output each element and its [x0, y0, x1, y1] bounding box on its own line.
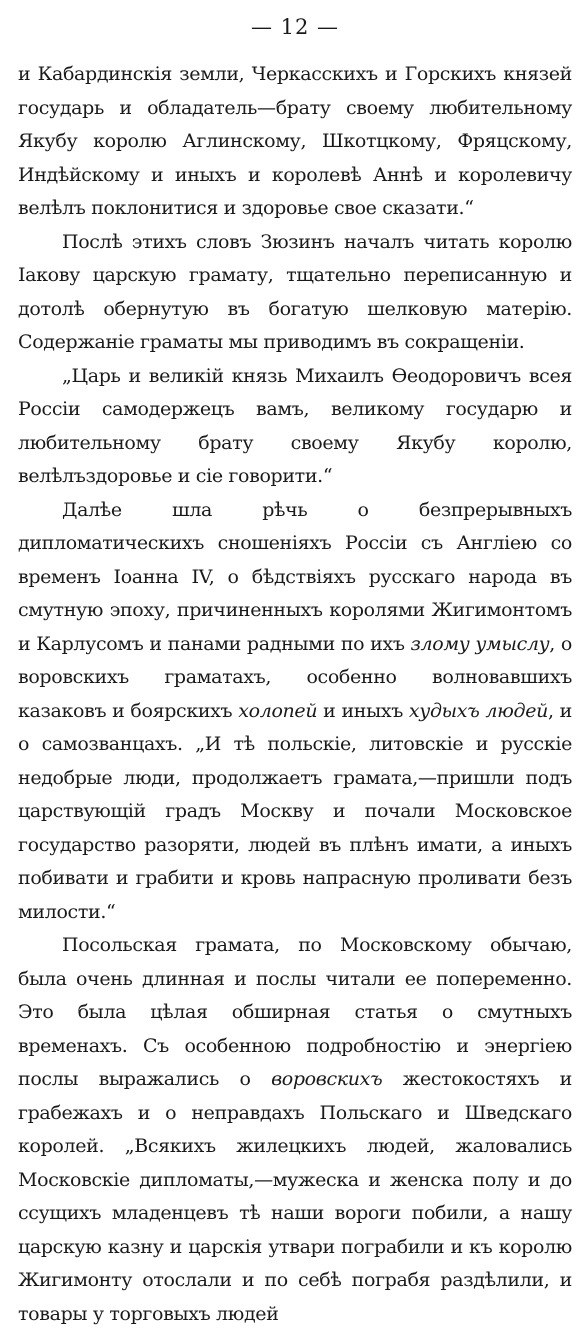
paragraph-3 [18, 360, 572, 494]
paragraph-5 [18, 929, 572, 1331]
paragraph-1 [18, 58, 572, 226]
italic-phrase: холопей [238, 699, 318, 722]
italic-phrase: злому умыслу [410, 632, 550, 655]
text-segment: жестокостяхъ и грабежахъ и о неправдахъ Польскаго и Шведскаго королей. „Всякихъ жилецкихъ людей, жаловались Московскіе дипломаты,—мужеска и женска полу и до ссущихъ младенцевъ тѣ наши вороги побили, а нашу царскую казну и царскія утвари пограбили и къ королю Жигимонту отослали и по себѣ пограбя раздѣлили, и товары у торговыхъ людей [18, 1068, 572, 1325]
paragraph-4 [18, 494, 572, 930]
page-number: — 12 — [250, 15, 340, 39]
text-segment: , и о самозванцахъ. „И тѣ польскіе, литовскіе и русскіе недобрые люди, продолжаетъ грамата,—пришли подъ царствующій градъ Москву и почали Московское государство разоряти, людей въ плѣнъ имати, а иныхъ побивати и грабити и кровь напрасную проливати безъ милости.“ [18, 699, 572, 923]
paragraph-2 [18, 226, 572, 360]
text-segment: Посольская грамата, по Московскому обычаю, была очень длинная и послы читали ее попеременно. Это была цѣлая обширная статья о смутныхъ временахъ. Съ особенною подробностію и энергіею послы выражались о [18, 934, 572, 1090]
text-segment: Послѣ этихъ словъ Зюзинъ началъ читать королю Іакову царскую грамату, тщательно переписанную и дотолѣ обернутую въ богатую шелковую матерію. Содержаніе граматы мы приводимъ въ сокращеніи. [18, 230, 572, 353]
text-segment: и иныхъ [317, 699, 409, 722]
text-segment: Далѣе шла рѣчь о безпрерывныхъ дипломатическихъ сношеніяхъ Россіи съ Англіею со временъ Іоанна IV, о бѣдствіяхъ русскаго народа въ смутную эпоху, причиненныхъ королями Жигимонтомъ и Карлусомъ и панами радными по ихъ [18, 498, 572, 655]
text-segment: „Царь и великій князь Михаилъ Ѳеодоровичъ всея Россіи самодержецъ вамъ, великому государю и любительному брату своему Якубу королю, велѣлъздоровье и сіе говорити.“ [18, 364, 572, 487]
italic-phrase: воровскихъ [271, 1068, 383, 1090]
text-segment: и Кабардинскія земли, Черкасскихъ и Горскихъ князей государь и обладатель—брату своему любительному Якубу королю Аглинскому, Шкотцкому, Фряцскому, Индѣйскому и иныхъ и королевѣ Аннѣ и королевичу велѣлъ поклонитися и здоровье свое сказати.“ [18, 63, 572, 219]
text-segment: , о воровскихъ граматахъ, особенно волновавшихъ казаковъ и боярскихъ [18, 632, 573, 722]
body-text [18, 58, 572, 1331]
italic-phrase: худыхъ людей [408, 699, 549, 722]
